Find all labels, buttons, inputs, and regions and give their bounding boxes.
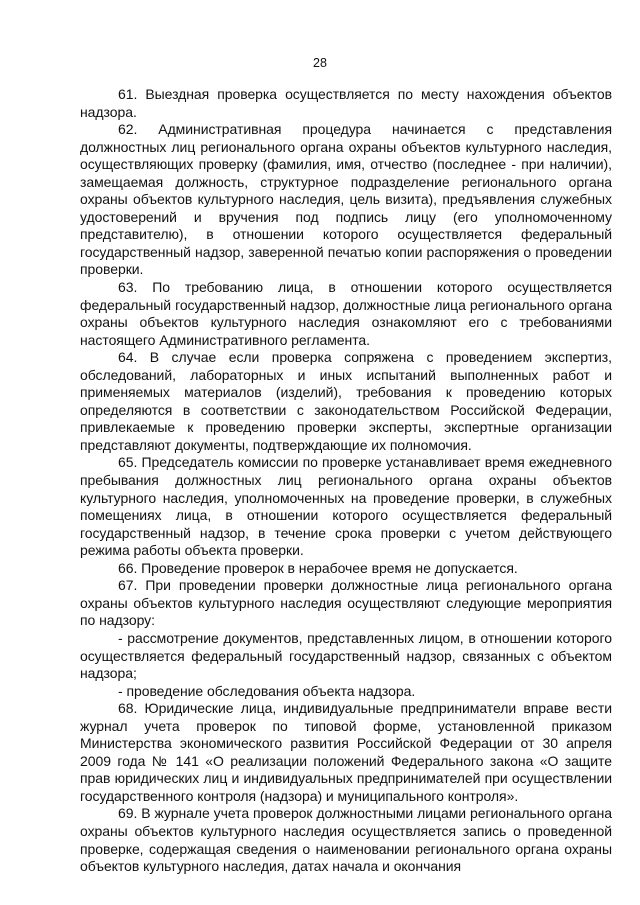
paragraph-61: 61. Выездная проверка осуществляется по месту нахождения объектов надзора. <box>80 86 612 120</box>
paragraph-69: 69. В журнале учета проверок должностными лицами регионального органа охраны объектов культурного наследия осуществляется запись о проведенной проверке, содержащая сведения о наименовании регионального органа охраны объектов культурного наследия, датах начала и окончания <box>80 805 612 875</box>
page-number: 28 <box>313 56 327 70</box>
paragraph-66: 66. Проведение проверок в нерабочее время не допускается. <box>118 559 518 576</box>
paragraph-65: 65. Председатель комиссии по проверке устанавливает время ежедневного пребывания должностных лиц регионального органа охраны объектов культурного наследия, уполномоченных на проведение проверки, в служебных помещениях лица, в отношении которого осуществляется федеральный государственный надзор, в течение срока проверки с учетом действующего режима работы объекта проверки. <box>80 454 612 559</box>
paragraph-64: 64. В случае если проверка сопряжена с проведением экспертиз, обследований, лабораторных и иных испытаний выполненных работ и применяемых материалов (изделий), требования к проведению которых определяются в соответствии с законодательством Российской Федерации, привлекаемые к проведению проверки эксперты, экспертные организации представляют документы, подтверждающие их полномочия. <box>80 349 612 453</box>
paragraph-67: 67. При проведении проверки должностные лица регионального органа охраны объектов культурного наследия осуществляют следующие мероприятия по надзору: <box>80 577 612 629</box>
paragraph-68: 68. Юридические лица, индивидуальные предприниматели вправе вести журнал учета проверок по типовой форме, установленной приказом Министерства экономического развития Российской Федерации от 30 апреля 2009 года № 141 «О реализации положений Федерального закона «О защите прав юридических лиц и индивидуальных предпринимателей при осуществлении государственного контроля (надзора) и муниципального контроля». <box>80 700 612 804</box>
document-body <box>80 86 612 876</box>
list-item-inspect-object: - проведение обследования объекта надзора. <box>118 682 416 699</box>
paragraph-63: 63. По требованию лица, в отношении которого осуществляется федеральный государственный надзор, должностные лица регионального органа охраны объектов культурного наследия ознакомляют его с требованиями настоящего Административного регламента. <box>80 279 612 348</box>
list-item-review-documents: - рассмотрение документов, представленных лицом, в отношении которого осуществляется федеральный государственный надзор, связанных с объектом надзора; <box>80 629 612 682</box>
paragraph-62: 62. Административная процедура начинается с представления должностных лиц регионального органа охраны объектов культурного наследия, осуществляющих проверку (фамилия, имя, отчество (последнее - при наличии), замещаемая должность, структурное подразделение регионального органа охраны объектов культурного наследия, цель визита), предъявления служебных удостоверений и вручения под подпись лицу (его уполномоченному представителю), в отношении которого осуществляется федеральный государственный надзор, заверенной печатью копии распоряжения о проведении проверки. <box>80 121 612 278</box>
